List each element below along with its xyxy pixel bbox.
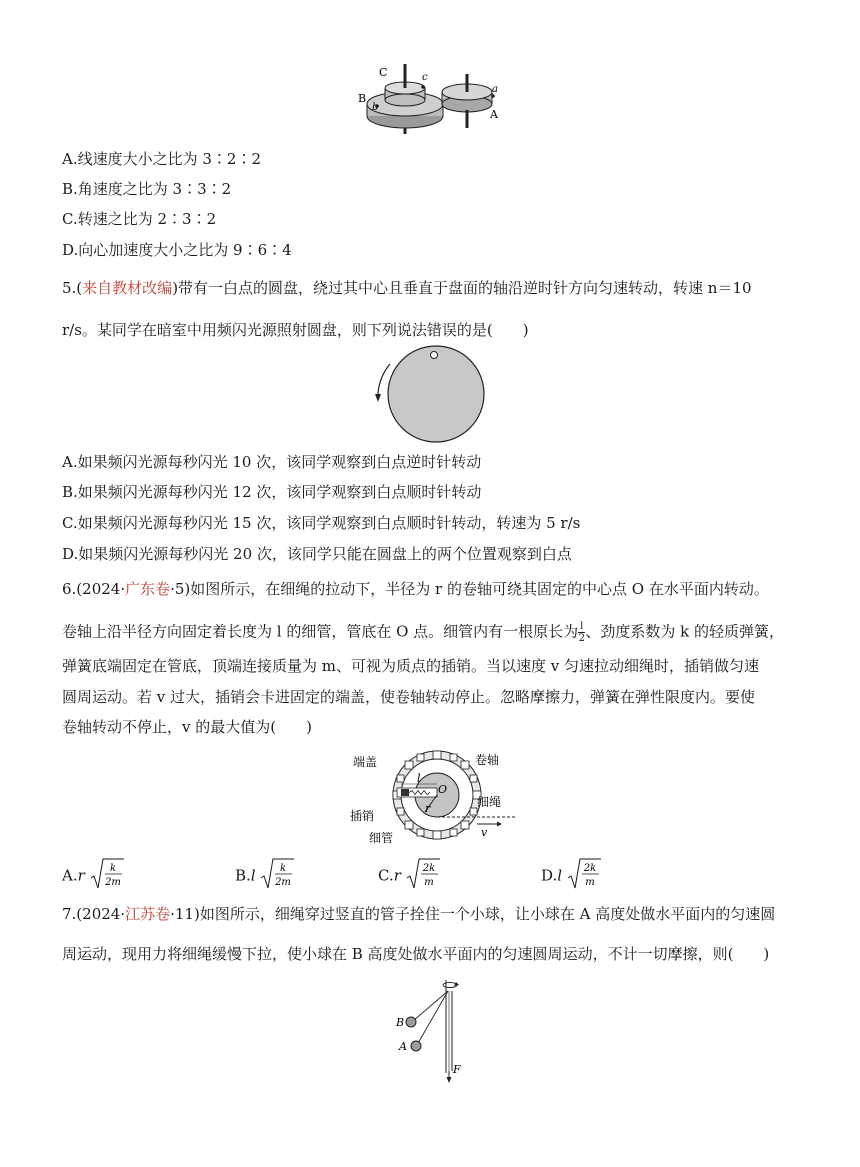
label-a: A — [399, 1040, 407, 1053]
svg-text:2m: 2m — [275, 877, 292, 888]
q6-option-d: D.l 2k m — [541, 858, 601, 895]
q6-stem-line4: 圆周运动。若 v 过大，插销会卡进固定的端盖，使卷轴转动停止。忽略摩擦力，弹簧在弹性限度内。要使 — [62, 688, 756, 706]
q6-option-b: B.l k 2m — [235, 858, 294, 895]
q4-option-d: D.向心加速度大小之比为 9∶6∶4 — [62, 241, 292, 259]
label-c-upper: C — [379, 66, 388, 79]
sqrt-icon — [90, 858, 124, 895]
label-o: O — [438, 783, 448, 796]
q5-stem-line2: r/s。某同学在暗室中用频闪光源照射圆盘，则下列说法错误的是( ) — [62, 321, 529, 339]
label-cap: 端盖 — [353, 755, 378, 769]
reel-figure — [345, 750, 520, 846]
q5-option-d: D.如果频闪光源每秒闪光 20 次，该同学只能在圆盘上的两个位置观察到白点 — [62, 545, 572, 563]
q5-source: 来自教材改编 — [82, 279, 173, 297]
svg-text:k: k — [280, 863, 287, 874]
svg-text:m: m — [585, 877, 595, 888]
ball-tube-figure — [390, 975, 470, 1085]
label-r: r — [425, 802, 431, 815]
label-a: A — [490, 108, 498, 121]
q6-stem-line1: 6.(2024·广东卷·5)如图所示，在细绳的拉动下，半径为 r 的卷轴可绕其固定的中心点 O 在水平面内转动。 — [62, 580, 769, 598]
sqrt-icon — [406, 858, 440, 895]
label-rope: 细绳 — [477, 795, 502, 809]
label-pin: 插销 — [350, 809, 375, 823]
q5-option-c: C.如果频闪光源每秒闪光 15 次，该同学观察到白点顺时针转动，转速为 5 r/s — [62, 514, 581, 532]
gear-discs-figure — [350, 58, 510, 138]
q6-option-c: C.r 2k m — [378, 858, 440, 895]
q5-stem-line1: 5.(来自教材改编)带有一白点的圆盘，绕过其中心且垂直于盘面的轴沿逆时针方向匀速转动，转速 n＝10 — [62, 279, 752, 297]
q7-source: 江苏卷 — [125, 905, 171, 923]
q4-option-b: B.角速度之比为 3∶3∶2 — [62, 180, 232, 198]
label-l: l — [417, 772, 421, 785]
label-f: F — [453, 1063, 461, 1076]
label-v: v — [481, 826, 488, 839]
q5-option-b: B.如果频闪光源每秒闪光 12 次，该同学观察到白点顺时针转动 — [62, 483, 482, 501]
q6-stem-line2: 卷轴上沿半径方向固定着长度为 l 的细管，管底在 O 点。细管内有一根原长为 $\frac{l}{2}$ 、劲度系数为 k 的轻质弹簧， — [62, 621, 785, 644]
label-b: B — [358, 92, 367, 105]
label-b-small: b — [372, 102, 379, 113]
q5-option-a: A.如果频闪光源每秒闪光 10 次，该同学观察到白点逆时针转动 — [62, 453, 482, 471]
label-c-small: c — [422, 72, 428, 83]
sqrt-icon — [260, 858, 294, 895]
svg-text:2k: 2k — [422, 863, 435, 874]
q7-stem-line2: 周运动，现用力将细绳缓慢下拉，使小球在 B 高度处做水平面内的匀速圆周运动，不计一切摩擦，则( ) — [62, 945, 770, 963]
disc-with-dot-figure — [368, 344, 498, 444]
label-tube: 细管 — [369, 831, 394, 845]
q7-stem-line1: 7.(2024·江苏卷·11)如图所示，细绳穿过竖直的管子拴住一个小球，让小球在 A 高度处做水平面内的匀速圆 — [62, 905, 776, 923]
q6-source: 广东卷 — [125, 580, 171, 598]
svg-text:2m: 2m — [104, 877, 121, 888]
sqrt-icon — [567, 858, 601, 895]
label-reel: 卷轴 — [475, 753, 500, 767]
q6-option-a: A.r k 2m — [62, 858, 124, 895]
fraction-l-over-2: $\frac{l}{2}$ — [578, 621, 585, 644]
label-a-small: a — [492, 84, 498, 95]
q4-option-a: A.线速度大小之比为 3∶2∶2 — [62, 150, 262, 168]
q4-option-c: C.转速之比为 2∶3∶2 — [62, 210, 217, 228]
label-b: B — [396, 1016, 405, 1029]
svg-text:k: k — [109, 863, 116, 874]
svg-text:m: m — [423, 877, 434, 888]
q6-stem-line5: 卷轴转动不停止，v 的最大值为( ) — [62, 718, 312, 736]
q6-stem-line3: 弹簧底端固定在管底，顶端连接质量为 m、可视为质点的插销。当以速度 v 匀速拉动细绳时，插销做匀速 — [62, 657, 760, 675]
svg-text:2k: 2k — [583, 863, 597, 874]
